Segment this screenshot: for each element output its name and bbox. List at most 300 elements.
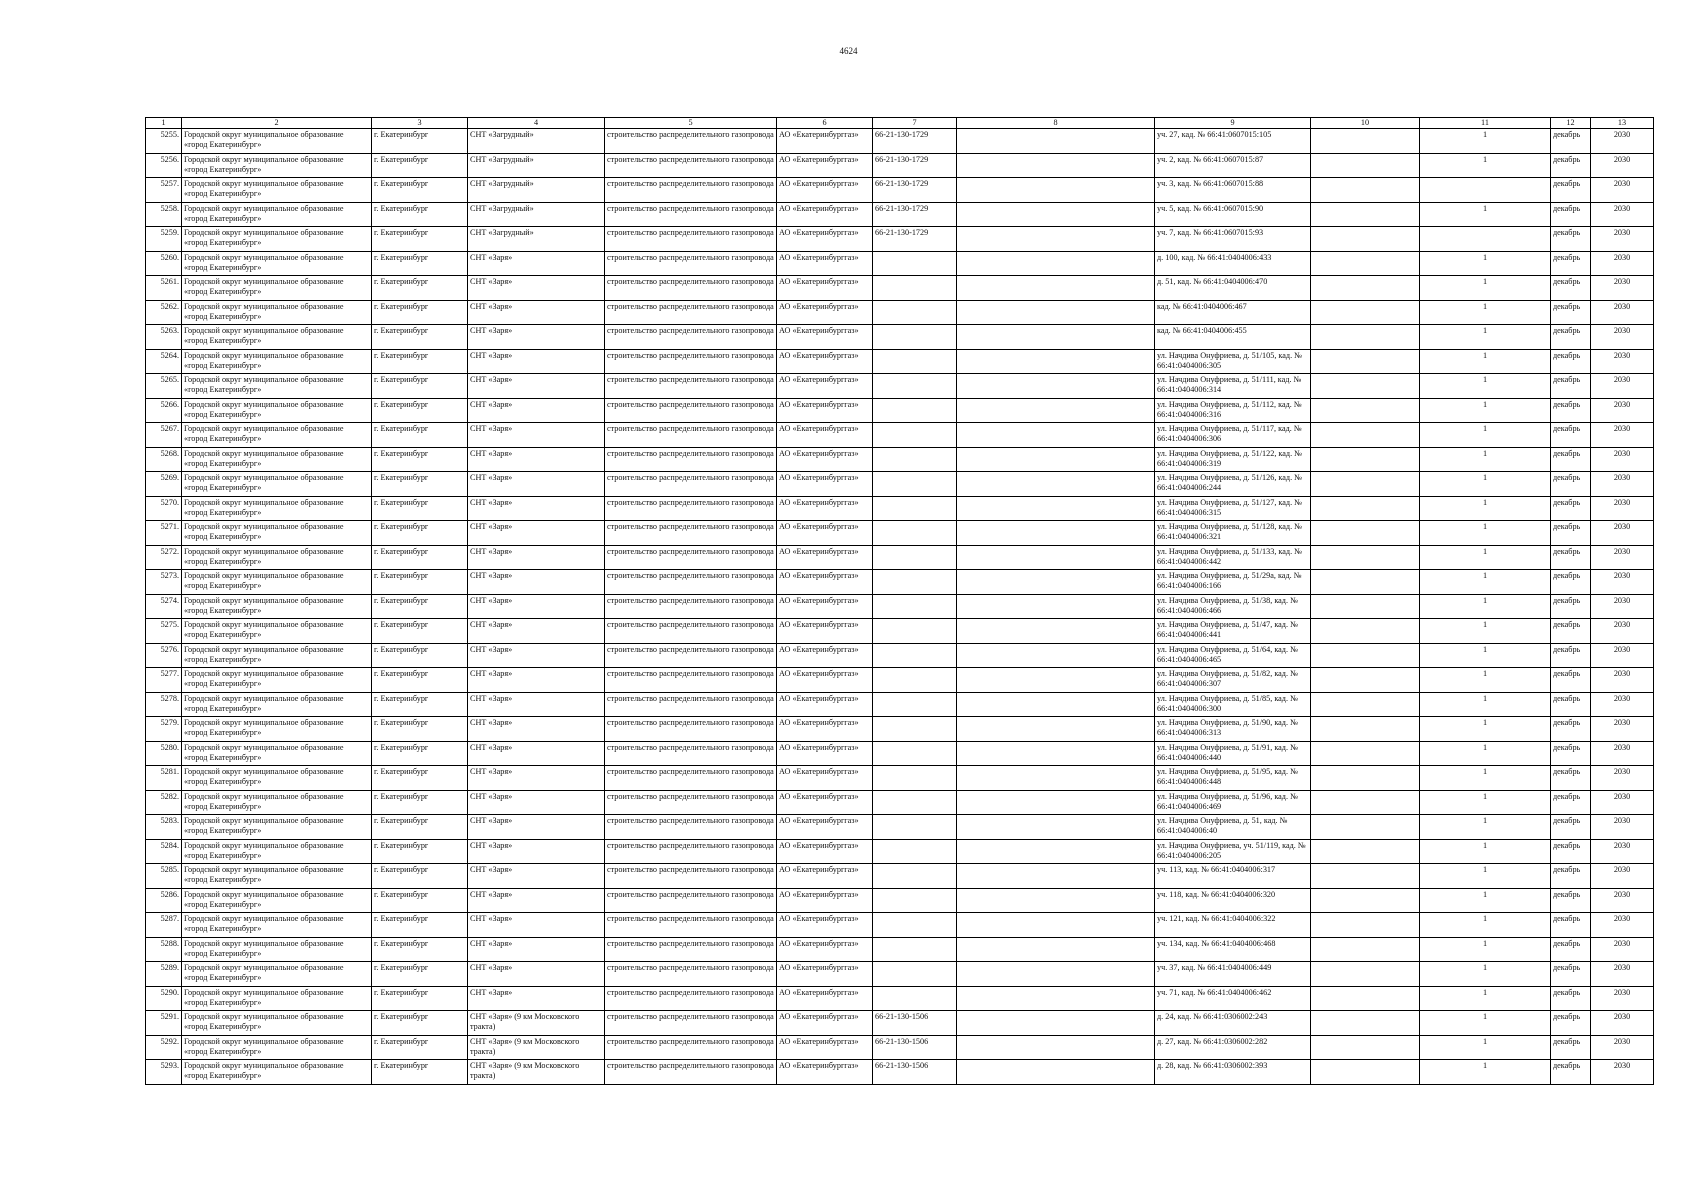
cell-organization: АО «Екатеринбурггаз» [777,423,873,448]
cell-settlement: СНТ «Заря» [468,766,605,791]
cell-note [957,472,1155,497]
cell-work-type: строительство распределительного газопровода [605,276,777,301]
cell-note [957,619,1155,644]
cell-month: декабрь [1551,839,1591,864]
cell-organization: АО «Екатеринбурггаз» [777,643,873,668]
cell-address: ул. Начдива Онуфриева, д. 51/122, кад. № 66:41:0404006:319 [1155,447,1311,472]
cell-settlement: СНТ «Заря» [468,545,605,570]
cell-year: 2030 [1591,178,1654,203]
cell-municipality: Городской округ муниципальное образование «город Екатеринбург» [182,423,372,448]
cell-registry-number: 66-21-130-1506 [873,1011,957,1036]
cell-month: декабрь [1551,766,1591,791]
cell-count: 1 [1420,668,1551,693]
cell-city: г. Екатеринбург [372,349,468,374]
cell-city: г. Екатеринбург [372,276,468,301]
cell-work-type: строительство распределительного газопровода [605,545,777,570]
cell-organization: АО «Екатеринбурггаз» [777,790,873,815]
cell-address: д. 51, кад. № 66:41:0404006:470 [1155,276,1311,301]
cell-registry-number [873,962,957,987]
cell-organization: АО «Екатеринбурггаз» [777,937,873,962]
cell-city: г. Екатеринбург [372,1035,468,1060]
table-header [146,118,1654,129]
cell-settlement: СНТ «Заря» [468,986,605,1011]
cell-year: 2030 [1591,129,1654,154]
table-row [146,864,1654,889]
cell-registry-number [873,815,957,840]
cell-address: ул. Начдива Онуфриева, д. 51/38, кад. № 66:41:0404006:466 [1155,594,1311,619]
cell-city: г. Екатеринбург [372,374,468,399]
cell-municipality: Городской округ муниципальное образование «город Екатеринбург» [182,741,372,766]
table-row [146,300,1654,325]
cell-note [957,545,1155,570]
cell-work-type: строительство распределительного газопровода [605,741,777,766]
cell-month: декабрь [1551,668,1591,693]
cell-settlement: СНТ «Заря» [468,913,605,938]
column-header-4: 4 [468,118,605,129]
cell-organization: АО «Екатеринбурггаз» [777,153,873,178]
cell-year: 2030 [1591,202,1654,227]
cell-year: 2030 [1591,276,1654,301]
cell-work-type: строительство распределительного газопровода [605,1035,777,1060]
cell-organization: АО «Екатеринбурггаз» [777,962,873,987]
cell-work-type: строительство распределительного газопровода [605,398,777,423]
cell-work-type: строительство распределительного газопровода [605,521,777,546]
table-row [146,570,1654,595]
cell-count: 1 [1420,545,1551,570]
cell-registry-number [873,986,957,1011]
cell-city: г. Екатеринбург [372,447,468,472]
cell-note [957,202,1155,227]
cell-city: г. Екатеринбург [372,717,468,742]
cell-month: декабрь [1551,986,1591,1011]
table-row [146,129,1654,154]
cell-extra [1311,398,1420,423]
cell-row-number: 5257. [146,178,182,203]
cell-settlement: СНТ «Загрудный» [468,178,605,203]
cell-year: 2030 [1591,986,1654,1011]
cell-address: уч. 134, кад. № 66:41:0404006:468 [1155,937,1311,962]
cell-work-type: строительство распределительного газопровода [605,325,777,350]
cell-month: декабрь [1551,178,1591,203]
cell-month: декабрь [1551,570,1591,595]
cell-count: 1 [1420,1011,1551,1036]
cell-row-number: 5264. [146,349,182,374]
cell-registry-number [873,839,957,864]
cell-municipality: Городской округ муниципальное образование «город Екатеринбург» [182,545,372,570]
cell-organization: АО «Екатеринбурггаз» [777,888,873,913]
cell-row-number: 5292. [146,1035,182,1060]
cell-address: ул. Начдива Онуфриева, д. 51/85, кад. № 66:41:0404006:300 [1155,692,1311,717]
cell-year: 2030 [1591,766,1654,791]
cell-address: ул. Начдива Онуфриева, д. 51/95, кад. № 66:41:0404006:448 [1155,766,1311,791]
table-row [146,717,1654,742]
cell-note [957,496,1155,521]
cell-note [957,1011,1155,1036]
cell-address: д. 100, кад. № 66:41:0404006:433 [1155,251,1311,276]
cell-year: 2030 [1591,888,1654,913]
cell-year: 2030 [1591,545,1654,570]
cell-address: д. 24, кад. № 66:41:0306002:243 [1155,1011,1311,1036]
cell-count: 1 [1420,888,1551,913]
cell-address: кад. № 66:41:0404006:455 [1155,325,1311,350]
cell-month: декабрь [1551,864,1591,889]
cell-extra [1311,153,1420,178]
cell-registry-number: 66-21-130-1506 [873,1035,957,1060]
cell-note [957,374,1155,399]
cell-organization: АО «Екатеринбурггаз» [777,178,873,203]
cell-month: декабрь [1551,1011,1591,1036]
cell-count: 1 [1420,839,1551,864]
cell-note [957,717,1155,742]
cell-extra [1311,1035,1420,1060]
table-row [146,447,1654,472]
cell-count: 1 [1420,521,1551,546]
cell-registry-number [873,251,957,276]
table-row [146,496,1654,521]
cell-registry-number [873,937,957,962]
cell-year: 2030 [1591,594,1654,619]
cell-work-type: строительство распределительного газопровода [605,692,777,717]
cell-month: декабрь [1551,717,1591,742]
cell-registry-number [873,423,957,448]
cell-registry-number [873,472,957,497]
cell-row-number: 5262. [146,300,182,325]
cell-address: уч. 113, кад. № 66:41:0404006:317 [1155,864,1311,889]
cell-organization: АО «Екатеринбурггаз» [777,570,873,595]
cell-address: ул. Начдива Онуфриева, д. 51/128, кад. № 66:41:0404006:321 [1155,521,1311,546]
cell-address: ул. Начдива Онуфриева, д. 51/91, кад. № 66:41:0404006:440 [1155,741,1311,766]
cell-year: 2030 [1591,913,1654,938]
cell-month: декабрь [1551,447,1591,472]
cell-registry-number [873,325,957,350]
cell-municipality: Городской округ муниципальное образование «город Екатеринбург» [182,692,372,717]
cell-extra [1311,913,1420,938]
cell-work-type: строительство распределительного газопровода [605,815,777,840]
cell-settlement: СНТ «Заря» [468,398,605,423]
cell-registry-number [873,398,957,423]
cell-row-number: 5291. [146,1011,182,1036]
column-header-2: 2 [182,118,372,129]
cell-organization: АО «Екатеринбурггаз» [777,594,873,619]
cell-note [957,570,1155,595]
cell-year: 2030 [1591,1060,1654,1085]
cell-year: 2030 [1591,349,1654,374]
table-row [146,692,1654,717]
cell-address: уч. 121, кад. № 66:41:0404006:322 [1155,913,1311,938]
cell-note [957,349,1155,374]
cell-organization: АО «Екатеринбурггаз» [777,227,873,252]
cell-city: г. Екатеринбург [372,521,468,546]
cell-extra [1311,129,1420,154]
cell-extra [1311,790,1420,815]
cell-row-number: 5276. [146,643,182,668]
cell-city: г. Екатеринбург [372,692,468,717]
cell-row-number: 5256. [146,153,182,178]
cell-organization: АО «Екатеринбурггаз» [777,349,873,374]
cell-extra [1311,545,1420,570]
cell-extra [1311,668,1420,693]
cell-month: декабрь [1551,619,1591,644]
cell-work-type: строительство распределительного газопровода [605,986,777,1011]
cell-note [957,741,1155,766]
cell-year: 2030 [1591,937,1654,962]
cell-organization: АО «Екатеринбурггаз» [777,766,873,791]
cell-registry-number [873,668,957,693]
cell-registry-number [873,374,957,399]
cell-month: декабрь [1551,202,1591,227]
cell-month: декабрь [1551,227,1591,252]
table-row [146,178,1654,203]
cell-month: декабрь [1551,643,1591,668]
cell-year: 2030 [1591,815,1654,840]
cell-city: г. Екатеринбург [372,986,468,1011]
cell-settlement: СНТ «Заря» (9 км Московского тракта) [468,1060,605,1085]
cell-address: ул. Начдива Онуфриева, д. 51/111, кад. № 66:41:0404006:314 [1155,374,1311,399]
cell-row-number: 5286. [146,888,182,913]
cell-note [957,986,1155,1011]
table-row [146,815,1654,840]
cell-work-type: строительство распределительного газопровода [605,619,777,644]
cell-count: 1 [1420,300,1551,325]
cell-work-type: строительство распределительного газопровода [605,864,777,889]
cell-organization: АО «Екатеринбурггаз» [777,741,873,766]
column-header-8: 8 [957,118,1155,129]
cell-city: г. Екатеринбург [372,962,468,987]
cell-row-number: 5261. [146,276,182,301]
cell-note [957,178,1155,203]
cell-note [957,300,1155,325]
cell-city: г. Екатеринбург [372,594,468,619]
cell-note [957,790,1155,815]
cell-count: 1 [1420,864,1551,889]
cell-month: декабрь [1551,1035,1591,1060]
cell-extra [1311,521,1420,546]
cell-month: декабрь [1551,374,1591,399]
cell-row-number: 5280. [146,741,182,766]
cell-extra [1311,937,1420,962]
cell-city: г. Екатеринбург [372,1011,468,1036]
cell-work-type: строительство распределительного газопровода [605,251,777,276]
cell-organization: АО «Екатеринбурггаз» [777,668,873,693]
cell-note [957,766,1155,791]
cell-month: декабрь [1551,888,1591,913]
cell-row-number: 5258. [146,202,182,227]
cell-municipality: Городской округ муниципальное образование «город Екатеринбург» [182,496,372,521]
cell-municipality: Городской округ муниципальное образование «город Екатеринбург» [182,668,372,693]
cell-city: г. Екатеринбург [372,227,468,252]
cell-year: 2030 [1591,741,1654,766]
cell-extra [1311,570,1420,595]
cell-month: декабрь [1551,496,1591,521]
cell-registry-number [873,349,957,374]
cell-count [1420,178,1551,203]
cell-organization: АО «Екатеринбурггаз» [777,1060,873,1085]
cell-work-type: строительство распределительного газопровода [605,496,777,521]
cell-count: 1 [1420,594,1551,619]
cell-count: 1 [1420,202,1551,227]
column-header-11: 11 [1420,118,1551,129]
cell-registry-number [873,913,957,938]
cell-year: 2030 [1591,153,1654,178]
table-row [146,1060,1654,1085]
cell-address: уч. 7, кад. № 66:41:0607015:93 [1155,227,1311,252]
table-row [146,741,1654,766]
cell-address: д. 28, кад. № 66:41:0306002:393 [1155,1060,1311,1085]
cell-city: г. Екатеринбург [372,472,468,497]
cell-city: г. Екатеринбург [372,668,468,693]
cell-settlement: СНТ «Заря» [468,349,605,374]
cell-count: 1 [1420,276,1551,301]
cell-extra [1311,864,1420,889]
cell-extra [1311,472,1420,497]
table-row [146,986,1654,1011]
cell-row-number: 5278. [146,692,182,717]
cell-municipality: Городской округ муниципальное образование «город Екатеринбург» [182,398,372,423]
table-row [146,594,1654,619]
cell-row-number: 5282. [146,790,182,815]
cell-settlement: СНТ «Загрудный» [468,227,605,252]
cell-organization: АО «Екатеринбурггаз» [777,1035,873,1060]
cell-month: декабрь [1551,472,1591,497]
cell-extra [1311,300,1420,325]
cell-city: г. Екатеринбург [372,178,468,203]
cell-municipality: Городской округ муниципальное образование «город Екатеринбург» [182,178,372,203]
cell-row-number: 5272. [146,545,182,570]
cell-organization: АО «Екатеринбурггаз» [777,472,873,497]
cell-row-number: 5270. [146,496,182,521]
cell-count: 1 [1420,643,1551,668]
cell-settlement: СНТ «Заря» [468,815,605,840]
cell-organization: АО «Екатеринбурггаз» [777,447,873,472]
cell-settlement: СНТ «Заря» [468,888,605,913]
cell-count: 1 [1420,472,1551,497]
cell-note [957,398,1155,423]
cell-row-number: 5283. [146,815,182,840]
cell-settlement: СНТ «Загрудный» [468,202,605,227]
table-row [146,153,1654,178]
cell-work-type: строительство распределительного газопровода [605,937,777,962]
cell-settlement: СНТ «Заря» [468,717,605,742]
cell-municipality: Городской округ муниципальное образование «город Екатеринбург» [182,888,372,913]
cell-municipality: Городской округ муниципальное образование «город Екатеринбург» [182,129,372,154]
cell-year: 2030 [1591,570,1654,595]
cell-extra [1311,227,1420,252]
cell-city: г. Екатеринбург [372,423,468,448]
column-header-3: 3 [372,118,468,129]
cell-count: 1 [1420,937,1551,962]
cell-extra [1311,202,1420,227]
cell-organization: АО «Екатеринбурггаз» [777,374,873,399]
cell-extra [1311,374,1420,399]
table-row [146,521,1654,546]
cell-row-number: 5271. [146,521,182,546]
cell-row-number: 5259. [146,227,182,252]
table-row [146,913,1654,938]
cell-registry-number [873,692,957,717]
cell-address: ул. Начдива Онуфриева, д. 51, кад. № 66:41:0404006:40 [1155,815,1311,840]
cell-row-number: 5266. [146,398,182,423]
cell-count: 1 [1420,692,1551,717]
cell-year: 2030 [1591,521,1654,546]
cell-municipality: Городской округ муниципальное образование «город Екатеринбург» [182,325,372,350]
cell-extra [1311,447,1420,472]
cell-address: д. 27, кад. № 66:41:0306002:282 [1155,1035,1311,1060]
cell-municipality: Городской округ муниципальное образование «город Екатеринбург» [182,153,372,178]
cell-note [957,864,1155,889]
cell-organization: АО «Екатеринбурггаз» [777,276,873,301]
cell-address: уч. 71, кад. № 66:41:0404006:462 [1155,986,1311,1011]
cell-settlement: СНТ «Заря» [468,472,605,497]
cell-month: декабрь [1551,276,1591,301]
cell-work-type: строительство распределительного газопровода [605,227,777,252]
cell-extra [1311,643,1420,668]
cell-month: декабрь [1551,815,1591,840]
cell-municipality: Городской округ муниципальное образование «город Екатеринбург» [182,766,372,791]
cell-registry-number [873,545,957,570]
column-header-1: 1 [146,118,182,129]
cell-year: 2030 [1591,1011,1654,1036]
cell-work-type: строительство распределительного газопровода [605,717,777,742]
cell-note [957,839,1155,864]
cell-address: ул. Начдива Онуфриева, д. 51/47, кад. № 66:41:0404006:441 [1155,619,1311,644]
cell-month: декабрь [1551,913,1591,938]
cell-note [957,668,1155,693]
cell-note [957,251,1155,276]
cell-count: 1 [1420,986,1551,1011]
cell-row-number: 5269. [146,472,182,497]
cell-registry-number [873,619,957,644]
column-header-5: 5 [605,118,777,129]
cell-row-number: 5274. [146,594,182,619]
cell-municipality: Городской округ муниципальное образование «город Екатеринбург» [182,864,372,889]
cell-month: декабрь [1551,398,1591,423]
cell-count: 1 [1420,129,1551,154]
cell-extra [1311,251,1420,276]
cell-extra [1311,888,1420,913]
cell-extra [1311,1011,1420,1036]
cell-row-number: 5288. [146,937,182,962]
cell-settlement: СНТ «Загрудный» [468,129,605,154]
cell-municipality: Городской округ муниципальное образование «город Екатеринбург» [182,619,372,644]
cell-note [957,937,1155,962]
cell-city: г. Екатеринбург [372,251,468,276]
column-header-13: 13 [1591,118,1654,129]
cell-city: г. Екатеринбург [372,839,468,864]
cell-municipality: Городской округ муниципальное образование «город Екатеринбург» [182,962,372,987]
cell-settlement: СНТ «Заря» [468,619,605,644]
cell-organization: АО «Екатеринбурггаз» [777,864,873,889]
cell-municipality: Городской округ муниципальное образование «город Екатеринбург» [182,643,372,668]
cell-municipality: Городской округ муниципальное образование «город Екатеринбург» [182,251,372,276]
table-row [146,1035,1654,1060]
cell-municipality: Городской округ муниципальное образование «город Екатеринбург» [182,300,372,325]
table-row [146,227,1654,252]
cell-count: 1 [1420,398,1551,423]
cell-settlement: СНТ «Заря» (9 км Московского тракта) [468,1011,605,1036]
cell-note [957,643,1155,668]
cell-city: г. Екатеринбург [372,325,468,350]
cell-organization: АО «Екатеринбурггаз» [777,251,873,276]
cell-address: уч. 5, кад. № 66:41:0607015:90 [1155,202,1311,227]
cell-row-number: 5285. [146,864,182,889]
cell-count: 1 [1420,717,1551,742]
cell-settlement: СНТ «Заря» [468,741,605,766]
data-table [145,117,1654,1085]
cell-organization: АО «Екатеринбурггаз» [777,202,873,227]
cell-work-type: строительство распределительного газопровода [605,1011,777,1036]
cell-municipality: Городской округ муниципальное образование «город Екатеринбург» [182,202,372,227]
cell-row-number: 5287. [146,913,182,938]
